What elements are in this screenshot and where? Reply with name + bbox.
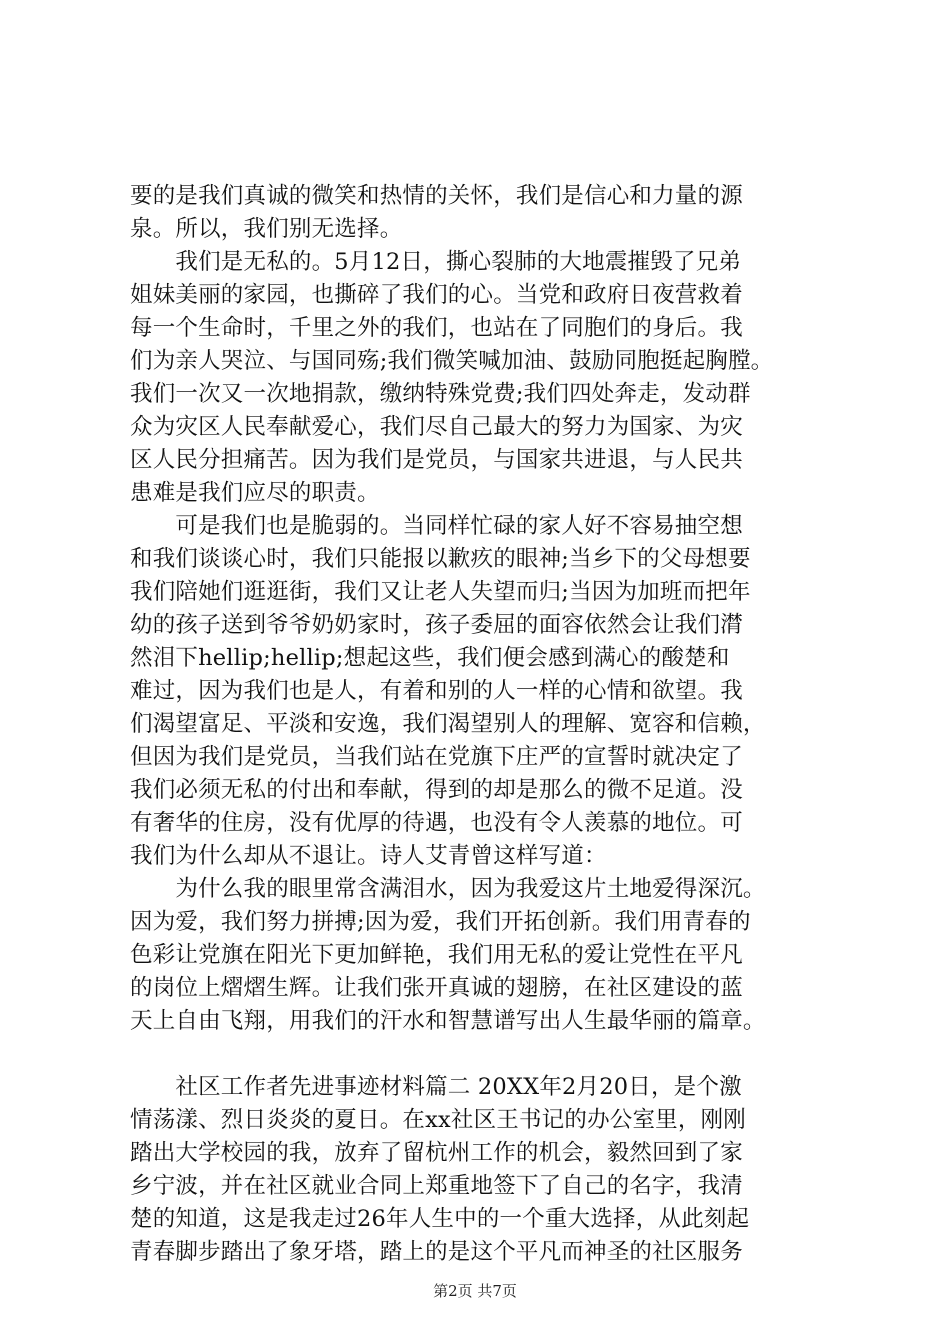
- text-line: 可是我们也是脆弱的。当同样忙碌的家人好不容易抽空想: [130, 513, 743, 539]
- text-line: 天上自由飞翔，用我们的汗水和智慧谱写出人生最华丽的篇章。: [130, 1008, 766, 1034]
- text-line: 幼的孩子送到爷爷奶奶家时，孩子委屈的面容依然会让我们潸: [130, 612, 743, 638]
- text-line: 社区工作者先进事迹材料篇二 20XX年2月20日，是个激: [130, 1074, 742, 1100]
- text-line: 众为灾区人民奉献爱心，我们尽自己最大的努力为国家、为灾: [130, 414, 743, 440]
- text-line: 楚的知道，这是我走过26年人生中的一个重大选择，从此刻起: [130, 1206, 750, 1232]
- text-line: 乡宁波，并在社区就业合同上郑重地签下了自己的名字，我清: [130, 1173, 743, 1199]
- text-line: 我们陪她们逛逛街，我们又让老人失望而归;当因为加班而把年: [130, 579, 751, 605]
- text-line: 区人民分担痛苦。因为我们是党员，与国家共进退，与人民共: [130, 447, 743, 473]
- text-line: 姐妹美丽的家园，也撕碎了我们的心。当党和政府日夜营救着: [130, 282, 743, 308]
- text-line: 们渴望富足、平淡和安逸，我们渴望别人的理解、宽容和信赖，: [130, 711, 766, 737]
- text-line: 难过，因为我们也是人，有着和别的人一样的心情和欲望。我: [130, 678, 743, 704]
- text-line: 然泪下hellip;hellip;想起这些，我们便会感到满心的酸楚和: [130, 645, 730, 671]
- text-line: 们为亲人哭泣、与国同殇;我们微笑喊加油、鼓励同胞挺起胸膛。: [130, 348, 774, 374]
- text-line: 为什么我的眼里常含满泪水，因为我爱这片土地爱得深沉。: [130, 876, 766, 902]
- text-line: 的岗位上熠熠生辉。让我们张开真诚的翅膀，在社区建设的蓝: [130, 975, 743, 1001]
- text-line: 患难是我们应尽的职责。: [130, 480, 380, 506]
- text-line: 但因为我们是党员，当我们站在党旗下庄严的宣誓时就决定了: [130, 744, 743, 770]
- text-line: 青春脚步踏出了象牙塔，踏上的是这个平凡而神圣的社区服务: [130, 1239, 743, 1265]
- text-line: 我们必须无私的付出和奉献，得到的却是那么的微不足道。没: [130, 777, 743, 803]
- text-line: 我们一次又一次地捐款，缴纳特殊党费;我们四处奔走，发动群: [130, 381, 751, 407]
- text-line: 和我们谈谈心时，我们只能报以歉疚的眼神;当乡下的父母想要: [130, 546, 751, 572]
- text-line: 色彩让党旗在阳光下更加鲜艳，我们用无私的爱让党性在平凡: [130, 942, 743, 968]
- text-line: 因为爱，我们努力拼搏;因为爱，我们开拓创新。我们用青春的: [130, 909, 751, 935]
- page-number: 第2页 共7页: [433, 1282, 517, 1300]
- document-body: [130, 180, 850, 1269]
- text-line: 我们为什么却从不退让。诗人艾青曾这样写道：: [130, 843, 607, 869]
- text-line: 每一个生命时，千里之外的我们，也站在了同胞们的身后。我: [130, 315, 743, 341]
- text-line: 要的是我们真诚的微笑和热情的关怀，我们是信心和力量的源: [130, 183, 743, 209]
- text-line: 有奢华的住房，没有优厚的待遇，也没有令人羡慕的地位。可: [130, 810, 743, 836]
- text-line: 泉。所以，我们别无选择。: [130, 216, 403, 242]
- text-line: 踏出大学校园的我，放弃了留杭州工作的机会，毅然回到了家: [130, 1140, 743, 1166]
- text-line: 情荡漾、烈日炎炎的夏日。在xx社区王书记的办公室里，刚刚: [130, 1107, 746, 1133]
- paragraph-gap: [130, 1038, 850, 1071]
- text-line: 我们是无私的。5月12日，撕心裂肺的大地震摧毁了兄弟: [130, 249, 742, 275]
